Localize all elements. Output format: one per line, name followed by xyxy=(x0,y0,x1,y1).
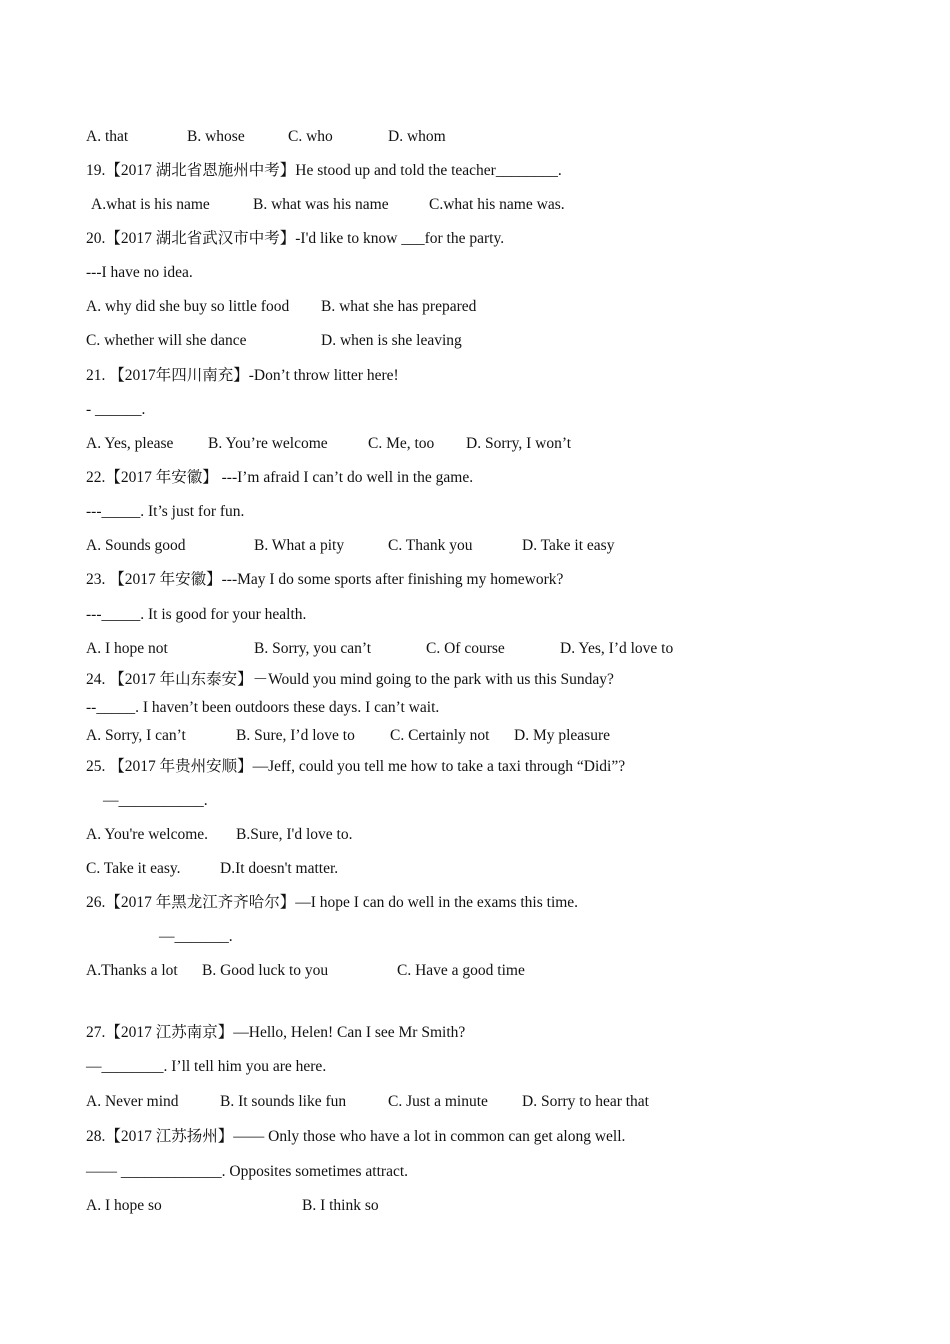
option-text: A.what is his name xyxy=(91,196,210,213)
question-28: 28.【2017 江苏扬州】—— Only those who have a lot in common can get along well. xyxy=(86,1128,626,1145)
option-text: C. Just a minute xyxy=(388,1093,488,1110)
option-text: D. Take it easy xyxy=(522,537,615,554)
answer-line: - ______. xyxy=(86,401,146,418)
answer-line: —— _____________. Opposites sometimes attract. xyxy=(86,1163,409,1180)
option-text: D.It doesn't matter. xyxy=(220,860,339,877)
option-text: D. My pleasure xyxy=(514,727,610,744)
option-text: B. Sorry, you can’t xyxy=(254,640,372,657)
option-text: D. Yes, I’d love to xyxy=(560,640,674,657)
option-text: B. whose xyxy=(187,128,245,145)
option-text: B.Sure, I'd love to. xyxy=(236,826,353,843)
question-21: 21. 【2017年四川南充】-Don’t throw litter here! xyxy=(86,367,399,384)
question-24: 24. 【2017 年山东泰安】－Would you mind going to the park with us this Sunday? xyxy=(86,671,614,688)
option-text: B. Good luck to you xyxy=(202,962,329,979)
option-text: C. Thank you xyxy=(388,537,473,554)
option-text: C. who xyxy=(288,128,333,145)
question-20: 20.【2017 湖北省武汉市中考】-I'd like to know ___for the party. xyxy=(86,230,505,247)
question-23: 23. 【2017 年安徽】---May I do some sports after finishing my homework? xyxy=(86,571,564,588)
option-text: D. whom xyxy=(388,128,446,145)
question-27: 27.【2017 江苏南京】—Hello, Helen! Can I see Mr Smith? xyxy=(86,1024,466,1041)
option-text: C. Take it easy. xyxy=(86,860,181,877)
option-text: A. I hope not xyxy=(86,640,168,657)
question-25: 25. 【2017 年贵州安顺】—Jeff, could you tell me how to take a taxi through “Didi”? xyxy=(86,758,626,775)
answer-line: —_______. xyxy=(159,928,233,945)
question-26: 26.【2017 年黑龙江齐齐哈尔】—I hope I can do well in the exams this time. xyxy=(86,894,579,911)
option-text: D. when is she leaving xyxy=(321,332,462,349)
answer-line: —___________. xyxy=(103,792,208,809)
option-text: A. I hope so xyxy=(86,1197,162,1214)
option-text: D. Sorry to hear that xyxy=(522,1093,649,1110)
option-text: C.what his name was. xyxy=(429,196,565,213)
option-text: C. Of course xyxy=(426,640,505,657)
option-text: A. Sorry, I can’t xyxy=(86,727,186,744)
option-text: B. What a pity xyxy=(254,537,345,554)
option-text: B. I think so xyxy=(302,1197,379,1214)
option-text: A. You're welcome. xyxy=(86,826,209,843)
option-text: B. You’re welcome xyxy=(208,435,328,452)
option-text: A. Sounds good xyxy=(86,537,186,554)
question-19: 19.【2017 湖北省恩施州中考】He stood up and told the teacher________. xyxy=(86,162,562,179)
option-text: A. Yes, please xyxy=(86,435,174,452)
answer-line: ---_____. It’s just for fun. xyxy=(86,503,245,520)
option-text: C. Certainly not xyxy=(390,727,490,744)
answer-line: —________. I’ll tell him you are here. xyxy=(86,1058,327,1075)
option-text: A. that xyxy=(86,128,129,145)
option-text: D. Sorry, I won’t xyxy=(466,435,572,452)
answer-line: --_____. I haven’t been outdoors these days. I can’t wait. xyxy=(86,699,440,716)
option-text: B. what was his name xyxy=(253,196,389,213)
option-text: C. Me, too xyxy=(368,435,435,452)
option-text: A.Thanks a lot xyxy=(86,962,178,979)
option-text: B. what she has prepared xyxy=(321,298,477,315)
option-text: C. Have a good time xyxy=(397,962,525,979)
question-22: 22.【2017 年安徽】 ---I’m afraid I can’t do well in the game. xyxy=(86,469,474,486)
option-text: B. It sounds like fun xyxy=(220,1093,347,1110)
option-text: C. whether will she dance xyxy=(86,332,247,349)
option-text: B. Sure, I’d love to xyxy=(236,727,355,744)
answer-line: ---_____. It is good for your health. xyxy=(86,606,307,623)
answer-line: ---I have no idea. xyxy=(86,264,193,281)
option-text: A. why did she buy so little food xyxy=(86,298,290,315)
option-text: A. Never mind xyxy=(86,1093,179,1110)
